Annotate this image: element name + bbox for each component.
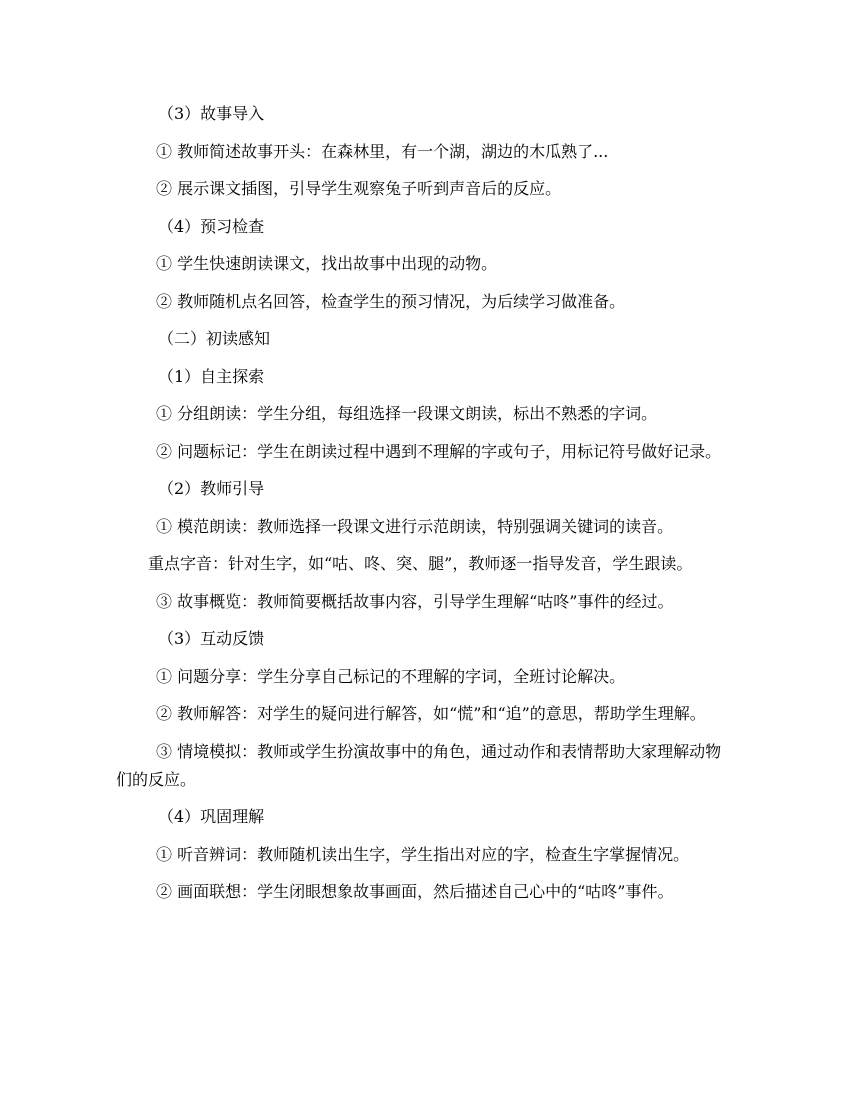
list-item: ① 听音辨词：教师随机读出生字，学生指出对应的字，检查生字掌握情况。 [156,844,690,864]
list-item: ② 教师随机点名回答，检查学生的预习情况，为后续学习做准备。 [156,291,626,311]
section-heading: （3）互动反馈 [158,629,265,648]
list-item: ③ 情境模拟：教师或学生扮演故事中的角色，通过动作和表情帮助大家理解动物们的反应。 [116,741,722,789]
section-heading: （3）故事导入 [158,104,265,123]
section-heading: （二）初读感知 [158,329,271,348]
section-heading: （2）教师引导 [158,479,265,498]
list-item: ② 问题标记：学生在朗读过程中遇到不理解的字或句子，用标记符号做好记录。 [156,441,722,461]
body-paragraph: 重点字音：针对生字，如“咕、咚、突、腿”，教师逐一指导发音，学生跟读。 [148,554,693,573]
list-item: ② 展示课文插图，引导学生观察兔子听到声音后的反应。 [156,179,562,198]
list-item: ① 模范朗读：教师选择一段课文进行示范朗读，特别强调关键词的读音。 [156,516,674,536]
list-item: ① 问题分享：学生分享自己标记的不理解的字词，全班讨论解决。 [156,666,626,686]
section-heading: （4）预习检查 [158,216,265,236]
section-heading: （4）巩固理解 [158,807,265,826]
section-heading: （1）自主探索 [158,366,265,386]
list-item: ① 学生快速朗读课文，找出故事中出现的动物。 [156,254,498,273]
list-item: ① 分组朗读：学生分组，每组选择一段课文朗读，标出不熟悉的字词。 [156,404,658,423]
list-item: ② 画面联想：学生闭眼想象故事画面，然后描述自己心中的“咕咚”事件。 [156,882,674,901]
list-item: ② 教师解答：对学生的疑问进行解答，如“慌”和“追”的意思，帮助学生理解。 [156,704,706,723]
list-item: ③ 故事概览：教师简要概括故事内容，引导学生理解“咕咚”事件的经过。 [156,591,674,611]
document-body [116,100,726,916]
list-item: ① 教师简述故事开头：在森林里，有一个湖，湖边的木瓜熟了... [156,141,609,161]
